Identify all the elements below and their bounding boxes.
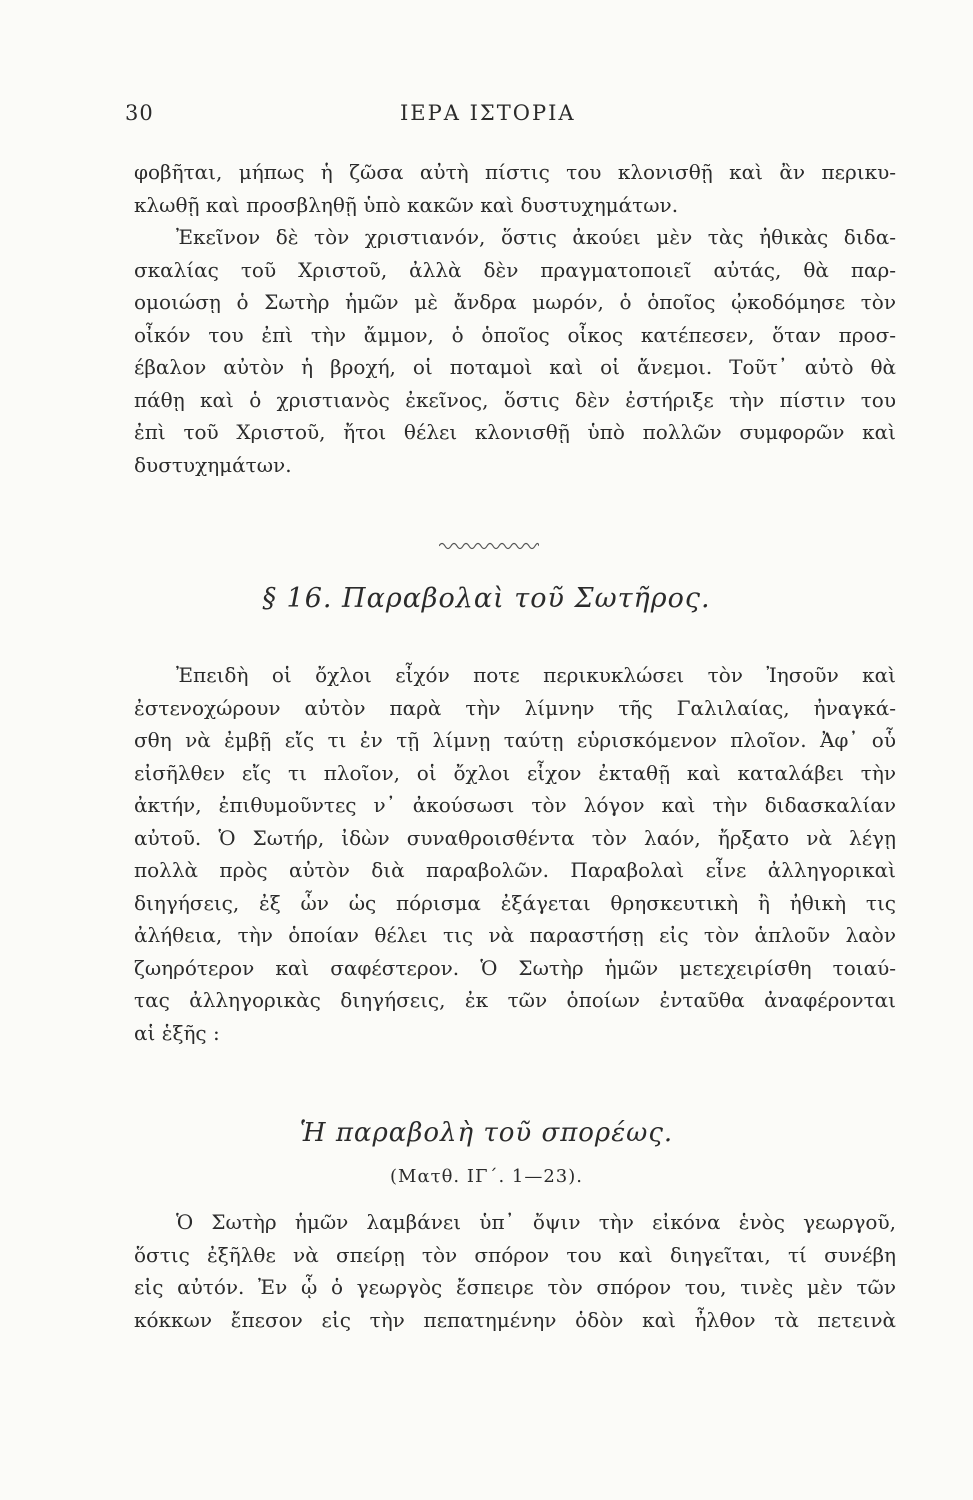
text-line: εἰς αὐτόν. Ἐν ᾧ ὁ γεωργὸς ἔσπειρε τὸν σπόρον του, τινὲς μὲν τῶν [134,1275,896,1299]
text-line: Ὁ Σωτὴρ ἡμῶν λαμβάνει ὑπ᾽ ὄψιν τὴν εἰκόνα ἑνὸς γεωργοῦ, [176,1210,896,1234]
text-line: πάθῃ καὶ ὁ χριστιανὸς ἐκεῖνος, ὅστις δὲν ἐστήριξε τὴν πίστιν του [134,387,896,412]
text-line: πολλὰ πρὸς αὐτὸν διὰ παραβολῶν. Παραβολαὶ εἶνε ἀλληγορικαὶ [134,858,896,882]
text-line: Ἐκεῖνον δὲ τὸν χριστιανόν, ὅστις ἀκούει μὲν τὰς ἠθικὰς διδα- [176,225,896,249]
wavy-rule-ornament [439,540,539,552]
parable-heading: Ἡ παραβολὴ τοῦ σπορέως. [299,1118,674,1148]
page-number: 30 [125,101,154,125]
text-line: έβαλον αὐτὸν ἡ βροχή, οἱ ποταμοὶ καὶ οἱ ἄνεμοι. Τοῦτ᾽ αὐτὸ θὰ [134,355,896,379]
text-line: διηγήσεις, ἐξ ὧν ὡς πόρισμα ἐξάγεται θρησκευτικὴ ἢ ἠθικὴ τις [134,890,896,915]
text-line: ἀκτήν, ἐπιθυμοῦντες ν᾽ ἀκούσωσι τὸν λόγον καὶ τὴν διδασκαλίαν [134,793,896,817]
text-line: σθη νὰ ἐμβῇ εἴς τι ἐν τῇ λίμνῃ ταύτῃ εὑρισκόμενον πλοῖον. Ἀφ᾽ οὗ [134,728,896,752]
text-block-2 [134,659,896,1049]
text-line: σκαλίας τοῦ Χριστοῦ, ἀλλὰ δὲν πραγματοποιεῖ αὐτάς, θὰ παρ- [134,257,896,282]
text-block-1 [134,156,896,481]
running-title: ΙΕΡΑ ΙΣΤΟΡΙΑ [400,101,576,125]
text-line: Ἐπειδὴ οἱ ὄχλοι εἶχόν ποτε περικυκλώσει τὸν Ἰησοῦν καὶ [176,663,896,687]
wavy-rule-path [439,544,539,549]
text-line: τας ἀλληγορικὰς διηγήσεις, ἐκ τῶν ὁποίων ἐνταῦθα ἀναφέρονται [134,988,896,1012]
text-line: ἐστενοχώρουν αὐτὸν παρὰ τὴν λίμνην τῆς Γαλιλαίας, ἠναγκά- [134,695,896,720]
text-line: αἱ ἑξῆς : [134,1020,220,1045]
text-line: αὐτοῦ. Ὁ Σωτήρ, ἰδὼν συναθροισθέντα τὸν λαόν, ἤρξατο νὰ λέγῃ [134,825,896,850]
text-line: οἶκόν του ἐπὶ τὴν ἄμμον, ὁ ὁποῖος οἶκος κατέπεσεν, ὅταν προσ- [134,322,896,347]
text-line: ἐπὶ τοῦ Χριστοῦ, ἤτοι θέλει κλονισθῇ ὑπὸ πολλῶν συμφορῶν καὶ [134,420,896,444]
scripture-reference: (Ματθ. ΙΓ΄. 1—23). [390,1166,583,1187]
text-line: ζωηρότερον καὶ σαφέστερον. Ὁ Σωτὴρ ἡμῶν μετεχειρίσθη τοιαύ- [134,955,896,980]
text-line: ὅστις ἐξῆλθε νὰ σπείρῃ τὸν σπόρον του καὶ διηγεῖται, τί συνέβη [134,1242,896,1267]
text-line: ομοιώσῃ ὁ Σωτὴρ ἡμῶν μὲ ἄνδρα μωρόν, ὁ ὁποῖος ᾠκοδόμησε τὸν [134,290,896,314]
text-line: δυστυχημάτων. [134,452,292,477]
text-block-3 [134,1206,896,1336]
section-heading: § 16. Παραβολαὶ τοῦ Σωτῆρος. [262,583,711,614]
text-line: κλωθῇ καὶ προσβληθῇ ὑπὸ κακῶν καὶ δυστυχημάτων. [134,192,679,217]
text-line: φοβῆται, μήπως ἡ ζῶσα αὐτὴ πίστις του κλονισθῇ καὶ ἂν περικυ- [134,160,896,184]
text-line: ἀλήθεια, τὴν ὁποίαν θέλει τις νὰ παραστήσῃ εἰς τὸν ἁπλοῦν λαὸν [134,923,896,947]
text-line: κόκκων ἔπεσον εἰς τὴν πεπατημένην ὁδὸν καὶ ἦλθον τὰ πετεινὰ [134,1307,896,1332]
text-line: εἰσῆλθεν εἴς τι πλοῖον, οἱ ὄχλοι εἶχον ἐκταθῇ καὶ καταλάβει τὴν [134,760,896,785]
